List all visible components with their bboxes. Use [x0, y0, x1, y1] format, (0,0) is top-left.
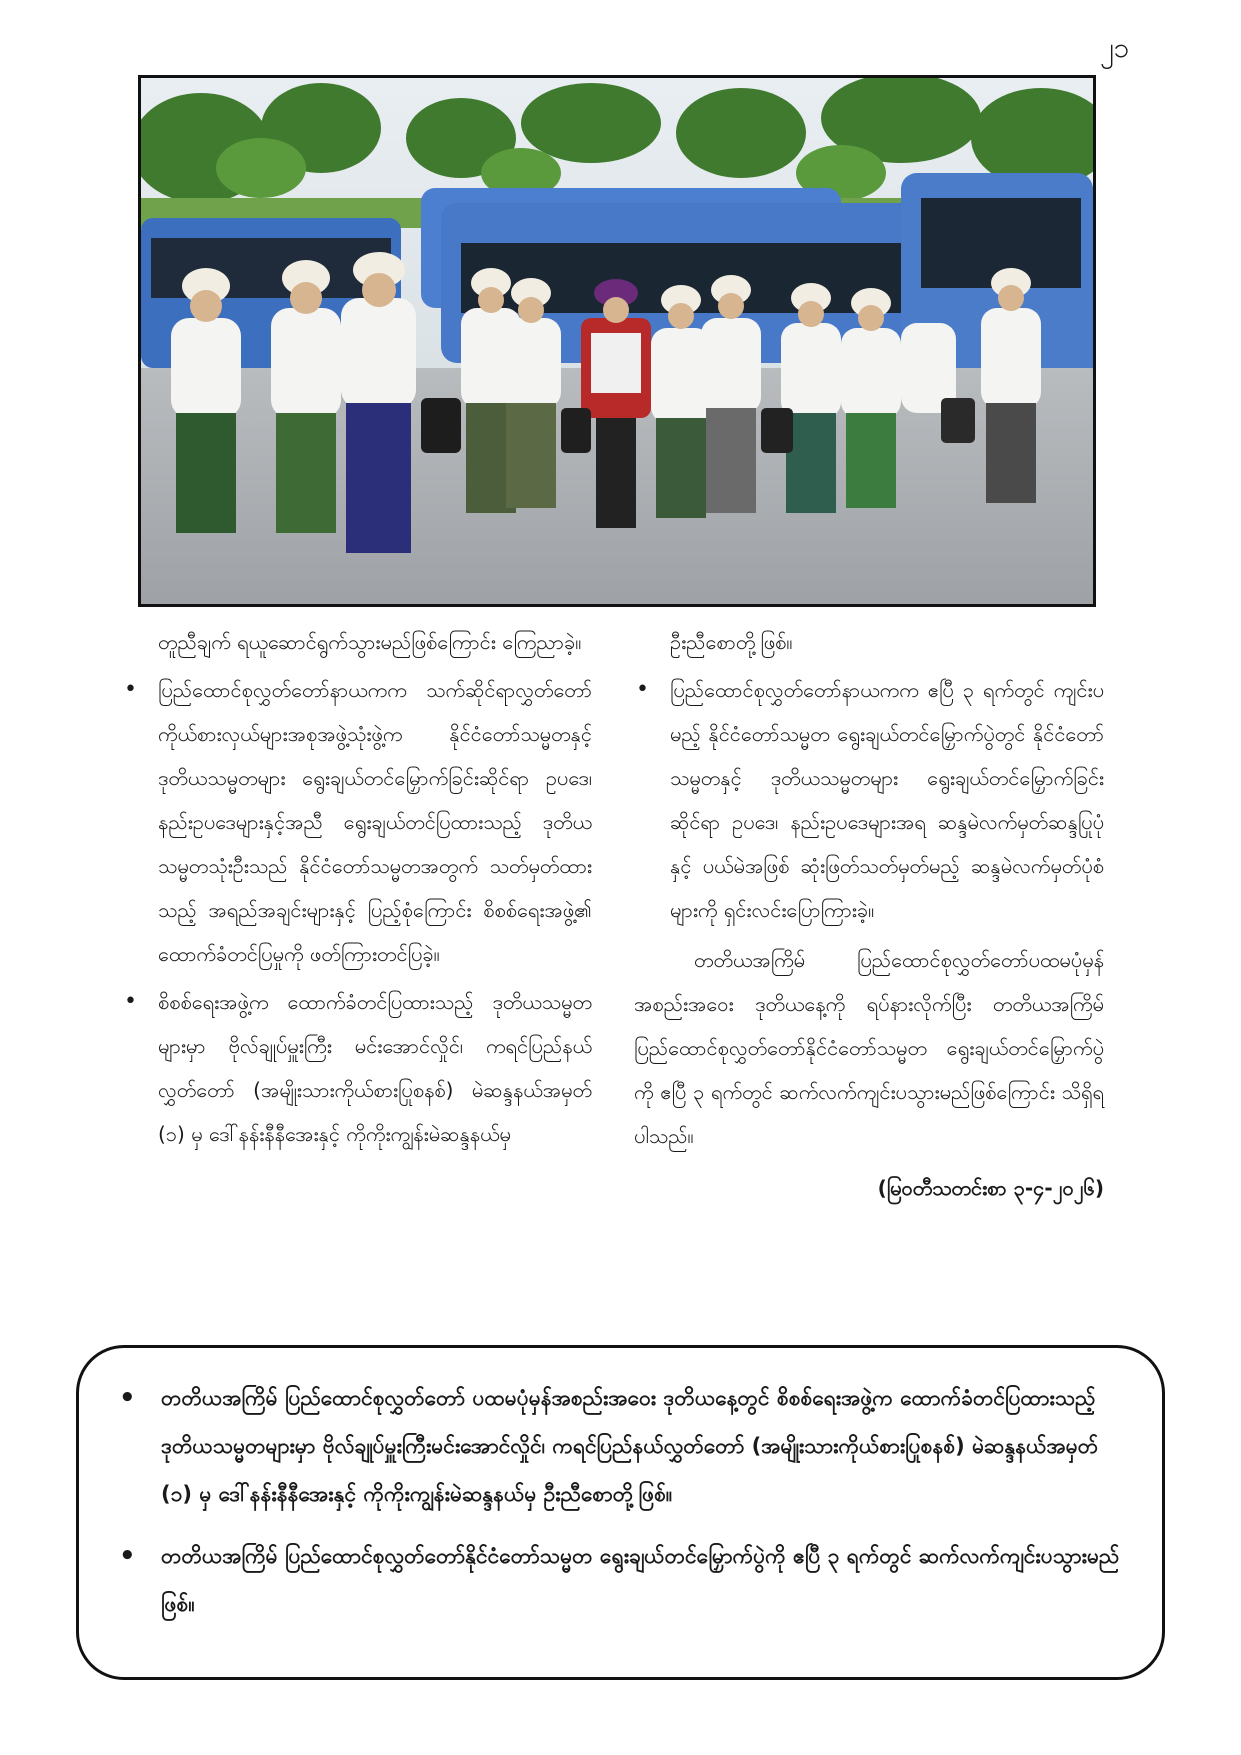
left-bullet-2: • စိစစ်ရေးအဖွဲ့က ထောက်ခံတင်ပြထားသည့် ဒုတိယသမ္မတများမှာ ဗိုလ်ချုပ်မှူးကြီး မင်းအောင်လှိုင်၊ ကရင်ပြည်နယ်လွှတ်တော် (အမျိုးသားကိုယ်စားပြုစနစ်) မဲဆန္ဒနယ်အမှတ် (၁) မှ ဒေါ်နန်းနီနီအေးနှင့် ကိုကိုးကျွန်းမဲဆန္ဒနယ်မှ: [122, 980, 592, 1156]
left-column: [122, 620, 592, 1160]
page-number: ၂၁: [1100, 31, 1130, 64]
right-paragraph: တတိယအကြိမ် ပြည်ထောင်စုလွှတ်တော်ပထမပုံမှန်အစည်းအဝေး ဒုတိယနေ့ကို ရပ်နားလိုက်ပြီး တတိယအကြိမ် ပြည်ထောင်စုလွှတ်တော်နိုင်ငံတော်သမ္မတ ရွေးချယ်တင်မြှောက်ပွဲကို ဧပြီ ၃ ရက်တွင် ဆက်လက်ကျင်းပသွားမည်ဖြစ်ကြောင်း သိရှိရပါသည်။: [634, 948, 1104, 1148]
photo-icon: [141, 78, 1093, 604]
left-continuation-text: တူညီချက် ရယူဆောင်ရွက်သွားမည်ဖြစ်ကြောင်း ကြေညာခဲ့။: [158, 630, 582, 654]
right-column: [634, 620, 1104, 1210]
summary-box: [76, 1345, 1165, 1680]
news-photo: [138, 75, 1096, 607]
summary-bullet-1: • တတိယအကြိမ် ပြည်ထောင်စုလွှတ်တော် ပထမပုံမှန်အစည်းအဝေး ဒုတိယနေ့တွင် စိစစ်ရေးအဖွဲ့က ထောက်ခံတင်ပြထားသည့် ဒုတိယသမ္မတများမှာ ဗိုလ်ချုပ်မှူးကြီးမင်းအောင်လှိုင်၊ ကရင်ပြည်နယ်လွှတ်တော် (အမျိုးသားကိုယ်စားပြုစနစ်) မဲဆန္ဒနယ်အမှတ် (၁) မှ ဒေါ်နန်းနီနီအေးနှင့် ကိုကိုးကျွန်းမဲဆန္ဒနယ်မှ ဦးညီစောတို့ဖြစ်။: [117, 1374, 1124, 1518]
summary-bullet-list: [117, 1374, 1124, 1628]
right-bullet-list: [634, 668, 1104, 932]
right-continuation-text: ဦးညီစောတို့ဖြစ်။: [670, 630, 793, 654]
right-bullet-1: • ပြည်ထောင်စုလွှတ်တော်နာယကက ဧပြီ ၃ ရက်တွင် ကျင်းပမည့် နိုင်ငံတော်သမ္မတ ရွေးချယ်တင်မြှောက်ပွဲတွင် နိုင်ငံတော်သမ္မတနှင့် ဒုတိယသမ္မတများ ရွေးချယ်တင်မြှောက်ခြင်းဆိုင်ရာ ဥပဒေ၊ နည်းဥပဒေများအရ ဆန္ဒမဲလက်မှတ်ဆန္ဒပြုပုံနှင့် ပယ်မဲအဖြစ် ဆုံးဖြတ်သတ်မှတ်မည့် ဆန္ဒမဲလက်မှတ်ပုံစံများကို ရှင်းလင်းပြောကြားခဲ့။: [634, 668, 1104, 932]
left-bullet-list: [122, 668, 592, 1156]
left-bullet-1: • ပြည်ထောင်စုလွှတ်တော်နာယကက သက်ဆိုင်ရာလွှတ်တော်ကိုယ်စားလှယ်များအစုအဖွဲ့သုံးဖွဲ့က နိုင်ငံတော်သမ္မတနှင့် ဒုတိယသမ္မတများ ရွေးချယ်တင်မြှောက်ခြင်းဆိုင်ရာ ဥပဒေ၊ နည်းဥပဒေများနှင့်အညီ ရွေးချယ်တင်ပြထားသည့် ဒုတိယသမ္မတသုံးဦးသည် နိုင်ငံတော်သမ္မတအတွက် သတ်မှတ်ထားသည့် အရည်အချင်းများနှင့် ပြည့်စုံကြောင်း စိစစ်ရေးအဖွဲ့၏ ထောက်ခံတင်ပြမှုကို ဖတ်ကြားတင်ပြခဲ့။: [122, 668, 592, 976]
news-source: (မြဝတီသတင်းစာ ၃-၄-၂၀၂၆): [877, 1176, 1104, 1200]
summary-bullet-2: • တတိယအကြိမ် ပြည်ထောင်စုလွှတ်တော်နိုင်ငံတော်သမ္မတ ရွေးချယ်တင်မြှောက်ပွဲကို ဧပြီ ၃ ရက်တွင် ဆက်လက်ကျင်းပသွားမည်ဖြစ်။: [117, 1532, 1124, 1628]
